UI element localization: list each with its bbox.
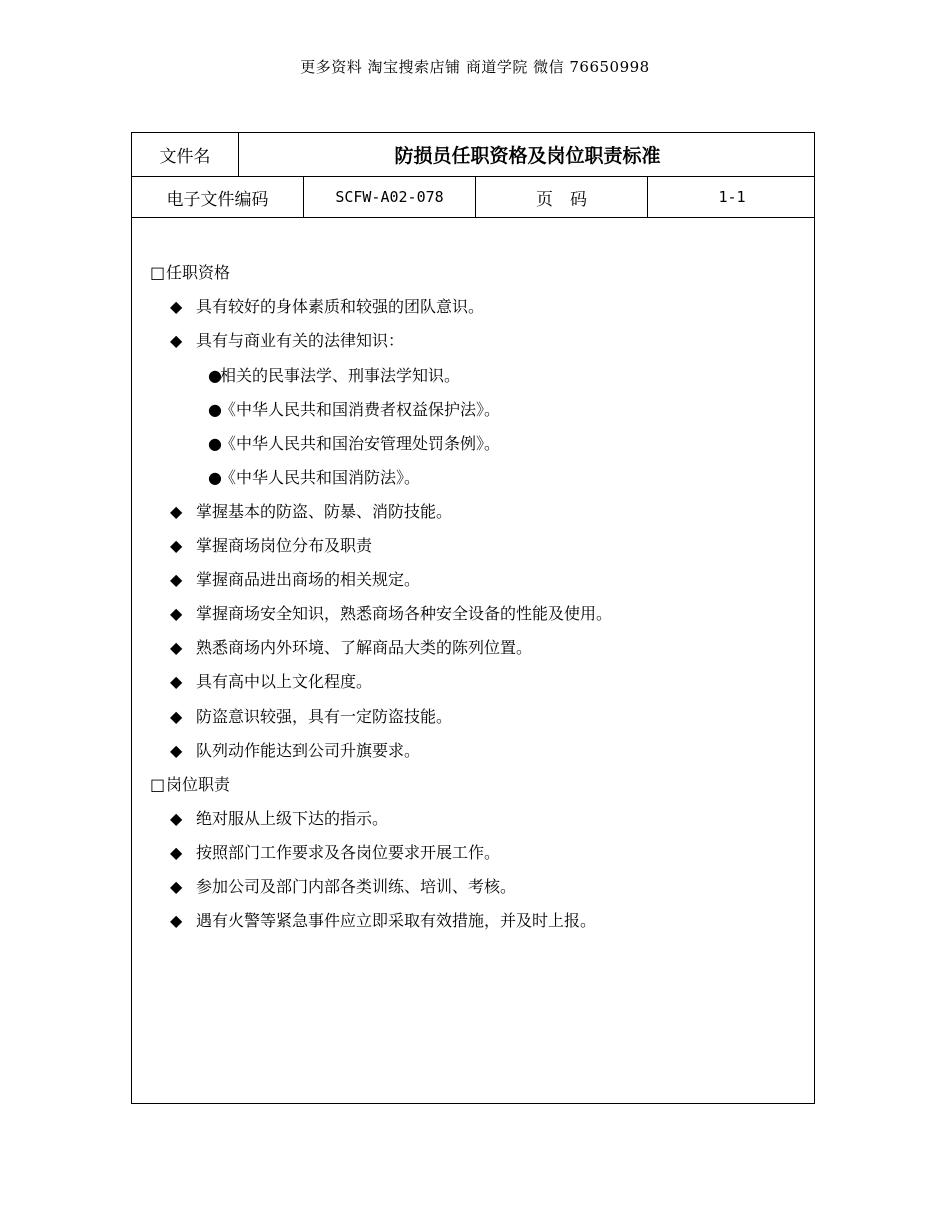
section-heading: □任职资格 [150,263,231,282]
section-heading: □岗位职责 [150,775,231,794]
file-name-label: 文件名 [132,133,239,176]
diamond-bullet-icon: ◆ [170,638,183,657]
list-item: ◆ 掌握商品进出商场的相关规定。 [170,570,421,589]
diamond-bullet-icon: ◆ [170,331,183,350]
diamond-bullet-icon: ◆ [170,604,183,623]
diamond-bullet-icon: ◆ [170,911,183,930]
diamond-bullet-icon: ◆ [170,672,183,691]
diamond-bullet-icon: ◆ [170,297,183,316]
list-item: ◆ 掌握商场安全知识，熟悉商场各种安全设备的性能及使用。 [170,604,613,623]
list-item: ◆ 掌握基本的防盗、防暴、消防技能。 [170,502,453,521]
checkbox-icon: □ [150,263,166,282]
header-note: 更多资料 淘宝搜索店铺 商道学院 微信 76650998 [300,58,650,76]
dot-bullet-icon: ● [208,468,222,487]
checkbox-icon: □ [150,775,166,794]
sub-list-item: ●《中华人民共和国消防法》。 [208,468,421,487]
meta-row [132,177,814,218]
list-item: ◆ 掌握商场岗位分布及职责 [170,536,373,555]
diamond-bullet-icon: ◆ [170,707,183,726]
sub-list-item: ●相关的民事法学、刑事法学知识。 [208,366,461,385]
list-item: ◆ 按照部门工作要求及各岗位要求开展工作。 [170,843,501,862]
page-value: 1-1 [718,188,746,206]
list-item: ◆ 防盗意识较强，具有一定防盗技能。 [170,707,453,726]
diamond-bullet-icon: ◆ [170,843,183,862]
list-item: ◆ 队列动作能达到公司升旗要求。 [170,741,421,760]
code-label: 电子文件编码 [132,177,304,217]
diamond-bullet-icon: ◆ [170,877,183,896]
list-item: ◆ 熟悉商场内外环境、了解商品大类的陈列位置。 [170,638,533,657]
diamond-bullet-icon: ◆ [170,502,183,521]
diamond-bullet-icon: ◆ [170,809,183,828]
page-label: 页 码 [476,177,648,217]
code-value: SCFW-A02-078 [304,177,476,217]
dot-bullet-icon: ● [208,434,222,453]
diamond-bullet-icon: ◆ [170,570,183,589]
list-item: ◆ 具有较好的身体素质和较强的团队意识。 [170,297,485,316]
dot-bullet-icon: ● [208,400,222,419]
sub-list-item: ●《中华人民共和国消费者权益保护法》。 [208,400,501,419]
list-item: ◆ 具有高中以上文化程度。 [170,672,373,691]
list-item: ◆ 遇有火警等紧急事件应立即采取有效措施，并及时上报。 [170,911,597,930]
diamond-bullet-icon: ◆ [170,741,183,760]
list-item: ◆ 参加公司及部门内部各类训练、培训、考核。 [170,877,517,896]
list-item: ◆ 绝对服从上级下达的指示。 [170,809,389,828]
dot-bullet-icon: ● [208,366,222,385]
diamond-bullet-icon: ◆ [170,536,183,555]
list-item: ◆ 具有与商业有关的法律知识： [170,331,405,350]
title-row [132,133,814,177]
sub-list-item: ●《中华人民共和国治安管理处罚条例》。 [208,434,501,453]
document-frame [131,132,815,1104]
document-title: 防损员任职资格及岗位职责标准 [394,145,661,167]
